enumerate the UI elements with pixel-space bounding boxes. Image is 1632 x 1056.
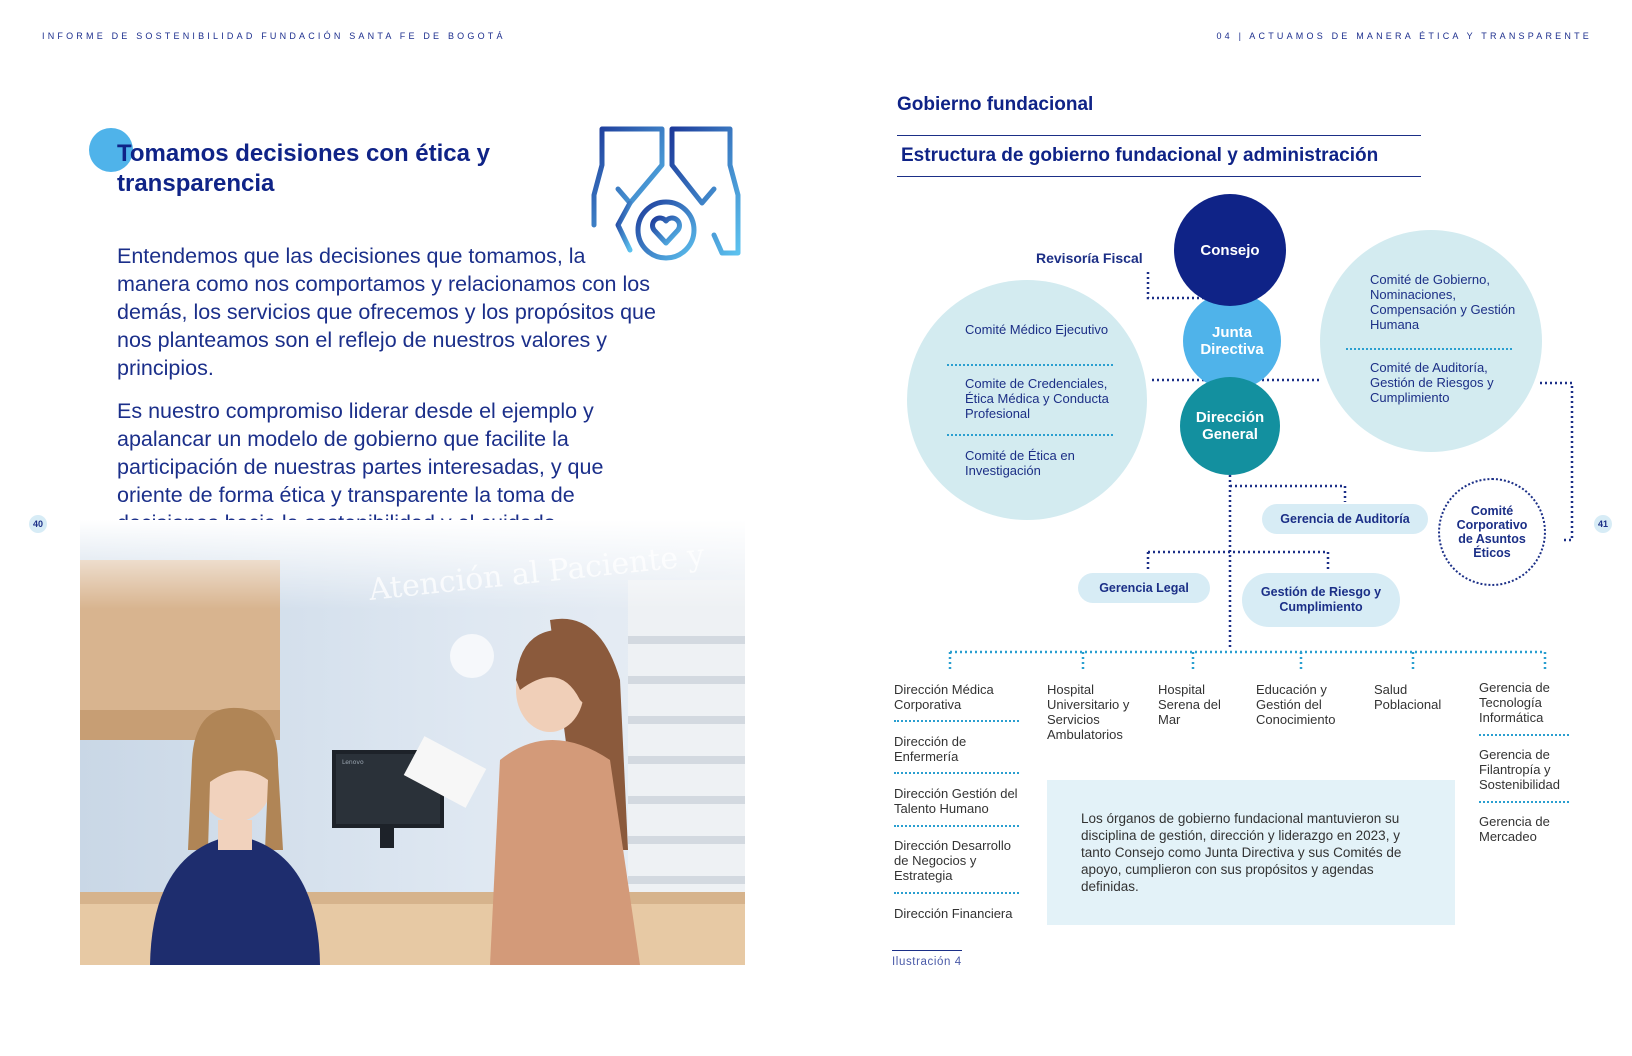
report-header-title: INFORME DE SOSTENIBILIDAD FUNDACIÓN SANTA FE DE BOGOTÁ bbox=[42, 31, 506, 41]
diagram-subtitle: Estructura de gobierno fundacional y administración bbox=[897, 135, 1421, 177]
gerencia-legal-node: Gerencia Legal bbox=[1078, 573, 1210, 603]
hospital-universitario: Hospital Universitario y Servicios Ambulatorios bbox=[1047, 682, 1130, 742]
column-separator bbox=[894, 720, 1019, 722]
governance-note-text: Los órganos de gobierno fundacional mantuvieron su disciplina de gestión, dirección y liderazgo en 2023, y tanto Consejo como Junta Directiva y sus Comités de apoyo, cumplieron con sus propósitos y agendas definidas. bbox=[1081, 811, 1402, 894]
gerencia-tecnologia: Gerencia de Tecnología Informática bbox=[1479, 680, 1550, 725]
hospital-serena-del-mar: Hospital Serena del Mar bbox=[1158, 682, 1221, 727]
illustration-caption: Ilustración 4 bbox=[892, 950, 962, 968]
direccion-general-node: Dirección General bbox=[1180, 377, 1280, 475]
committee-credenciales: Comite de Credenciales, Ética Médica y Conducta Profesional bbox=[965, 376, 1109, 421]
committee-auditoria: Comité de Auditoría, Gestión de Riesgos y Cumplimiento bbox=[1370, 360, 1494, 405]
dir-medica: Dirección Médica Corporativa bbox=[894, 682, 994, 712]
committee-medico: Comité Médico Ejecutivo bbox=[965, 322, 1109, 337]
page-number-right: 41 bbox=[1594, 515, 1612, 533]
gerencia-mercadeo: Gerencia de Mercadeo bbox=[1479, 814, 1550, 844]
revisoria-fiscal-label: Revisoría Fiscal bbox=[1036, 250, 1143, 266]
page-title: Tomamos decisiones con ética y transparencia bbox=[117, 140, 491, 197]
junta-directiva-node: Junta Directiva bbox=[1183, 292, 1281, 390]
dir-desarrollo-negocios: Dirección Desarrollo de Negocios y Estrategia bbox=[894, 838, 1012, 883]
educacion-conocimiento: Educación y Gestión del Conocimiento bbox=[1256, 682, 1336, 727]
intro-paragraph: Entendemos que las decisiones que tomamos, la manera como nos comportamos y relacionamos con los demás, los servicios que ofrecemos y los propósitos que nos planteamos son el reflejo de nuestros valores y principios. bbox=[117, 244, 656, 380]
left-committees-circle bbox=[907, 280, 1147, 520]
dir-talento-humano: Dirección Gestión del Talento Humano bbox=[894, 786, 1018, 816]
column-separator bbox=[1479, 801, 1569, 803]
column-separator bbox=[894, 825, 1019, 827]
committee-separator bbox=[947, 364, 1113, 366]
commitment-paragraph: Es nuestro compromiso liderar desde el ejemplo y apalancar un modelo de gobierno que facilite la participación de nuestras partes interesadas, y que oriente de forma ética y transparente la toma de bbox=[117, 399, 604, 507]
committee-etica-investigacion: Comité de Ética en Investigación bbox=[965, 448, 1075, 478]
gerencia-auditoria-node: Gerencia de Auditoría bbox=[1262, 504, 1428, 534]
gerencia-filantropia: Gerencia de Filantropía y Sostenibilidad bbox=[1479, 747, 1560, 792]
column-separator bbox=[894, 772, 1019, 774]
dir-financiera: Dirección Financiera bbox=[894, 906, 1013, 921]
page-number-left: 40 bbox=[29, 515, 47, 533]
chapter-header-title: 04 | ACTUAMOS DE MANERA ÉTICA Y TRANSPARENTE bbox=[1216, 31, 1592, 41]
gestion-riesgo-node: Gestión de Riesgo y Cumplimiento bbox=[1242, 573, 1400, 627]
right-committees-circle bbox=[1320, 230, 1542, 452]
column-separator bbox=[1479, 734, 1569, 736]
section-title: Gobierno fundacional bbox=[897, 94, 1094, 115]
committee-separator bbox=[1346, 348, 1512, 350]
column-separator bbox=[894, 892, 1019, 894]
consejo-node: Consejo bbox=[1174, 194, 1286, 306]
comite-asuntos-eticos-node: Comité Corporativo de Asuntos Éticos bbox=[1438, 478, 1546, 586]
salud-poblacional: Salud Poblacional bbox=[1374, 682, 1442, 712]
dir-enfermeria: Dirección de Enfermería bbox=[894, 734, 967, 764]
committee-separator bbox=[947, 434, 1113, 436]
committee-gobierno: Comité de Gobierno, Nominaciones, Compensación y Gestión Humana bbox=[1370, 272, 1516, 332]
governance-note-box bbox=[1047, 780, 1455, 925]
